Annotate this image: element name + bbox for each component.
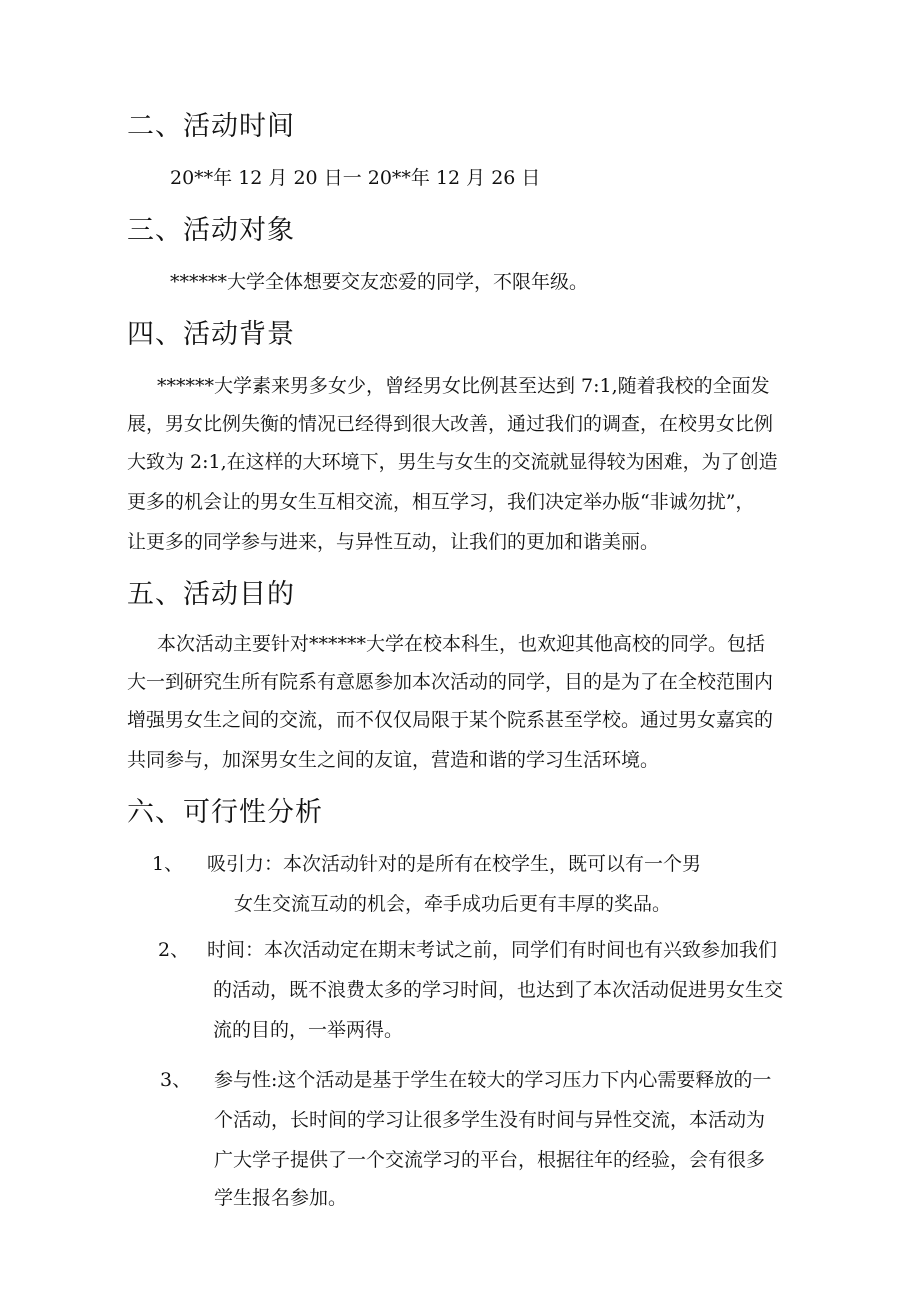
background-line: 大致为 2:1,在这样的大环境下，男生与女生的交流就显得较为困难，为了创造 — [127, 451, 778, 473]
activity-time-text: 20**年 12 月 20 日一 20**年 12 月 26 日 — [170, 167, 541, 189]
feasibility-item-line: 吸引力：本次活动针对的是所有在校学生，既可以有一个男 — [207, 853, 702, 875]
list-item-number: 1、 — [152, 853, 184, 875]
purpose-line: 大一到研究生所有院系有意愿参加本次活动的同学，目的是为了在全校范围内 — [127, 671, 774, 693]
feasibility-item-line: 个活动，长时间的学习让很多学生没有时间与异性交流，本活动为 — [214, 1109, 766, 1131]
background-line: 展，男女比例失衡的情况已经得到很大改善，通过我们的调查，在校男女比例 — [127, 413, 774, 435]
heading-feasibility-analysis: 六、可行性分析 — [127, 797, 323, 828]
list-item-number: 2、 — [158, 939, 190, 961]
purpose-line: 本次活动主要针对******大学在校本科生，也欢迎其他高校的同学。包括 — [157, 633, 766, 655]
purpose-line: 增强男女生之间的交流，而不仅仅局限于某个院系甚至学校。通过男女嘉宾的 — [127, 709, 774, 731]
background-line: 让更多的同学参与进来，与异性互动，让我们的更加和谐美丽。 — [127, 531, 660, 553]
background-line: 更多的机会让的男女生互相交流，相互学习，我们决定举办版“非诚勿扰”， — [127, 491, 755, 513]
heading-activity-background: 四、活动背景 — [127, 319, 295, 350]
purpose-line: 共同参与，加深男女生之间的友谊，营造和谐的学习生活环境。 — [127, 749, 660, 771]
feasibility-item-line: 女生交流互动的机会，牵手成功后更有丰厚的奖品。 — [234, 893, 672, 915]
heading-activity-target: 三、活动对象 — [127, 215, 295, 246]
feasibility-item-line: 流的目的，一举两得。 — [213, 1019, 404, 1041]
feasibility-item-line: 参与性:这个活动是基于学生在较大的学习压力下内心需要释放的一 — [214, 1069, 772, 1091]
heading-activity-purpose: 五、活动目的 — [127, 579, 295, 610]
background-line: ******大学素来男多女少，曾经男女比例甚至达到 7:1,随着我校的全面发 — [157, 375, 770, 397]
list-item-number: 3、 — [160, 1069, 192, 1091]
heading-activity-time: 二、活动时间 — [127, 111, 295, 142]
feasibility-item-line: 的活动，既不浪费太多的学习时间，也达到了本次活动促进男女生交 — [213, 979, 784, 1001]
feasibility-item-line: 时间：本次活动定在期末考试之前，同学们有时间也有兴致参加我们 — [207, 939, 778, 961]
activity-target-text: ******大学全体想要交友恋爱的同学，不限年级。 — [170, 271, 589, 293]
feasibility-item-line: 学生报名参加。 — [214, 1187, 348, 1209]
feasibility-item-line: 广大学子提供了一个交流学习的平台，根据往年的经验，会有很多 — [214, 1149, 766, 1171]
